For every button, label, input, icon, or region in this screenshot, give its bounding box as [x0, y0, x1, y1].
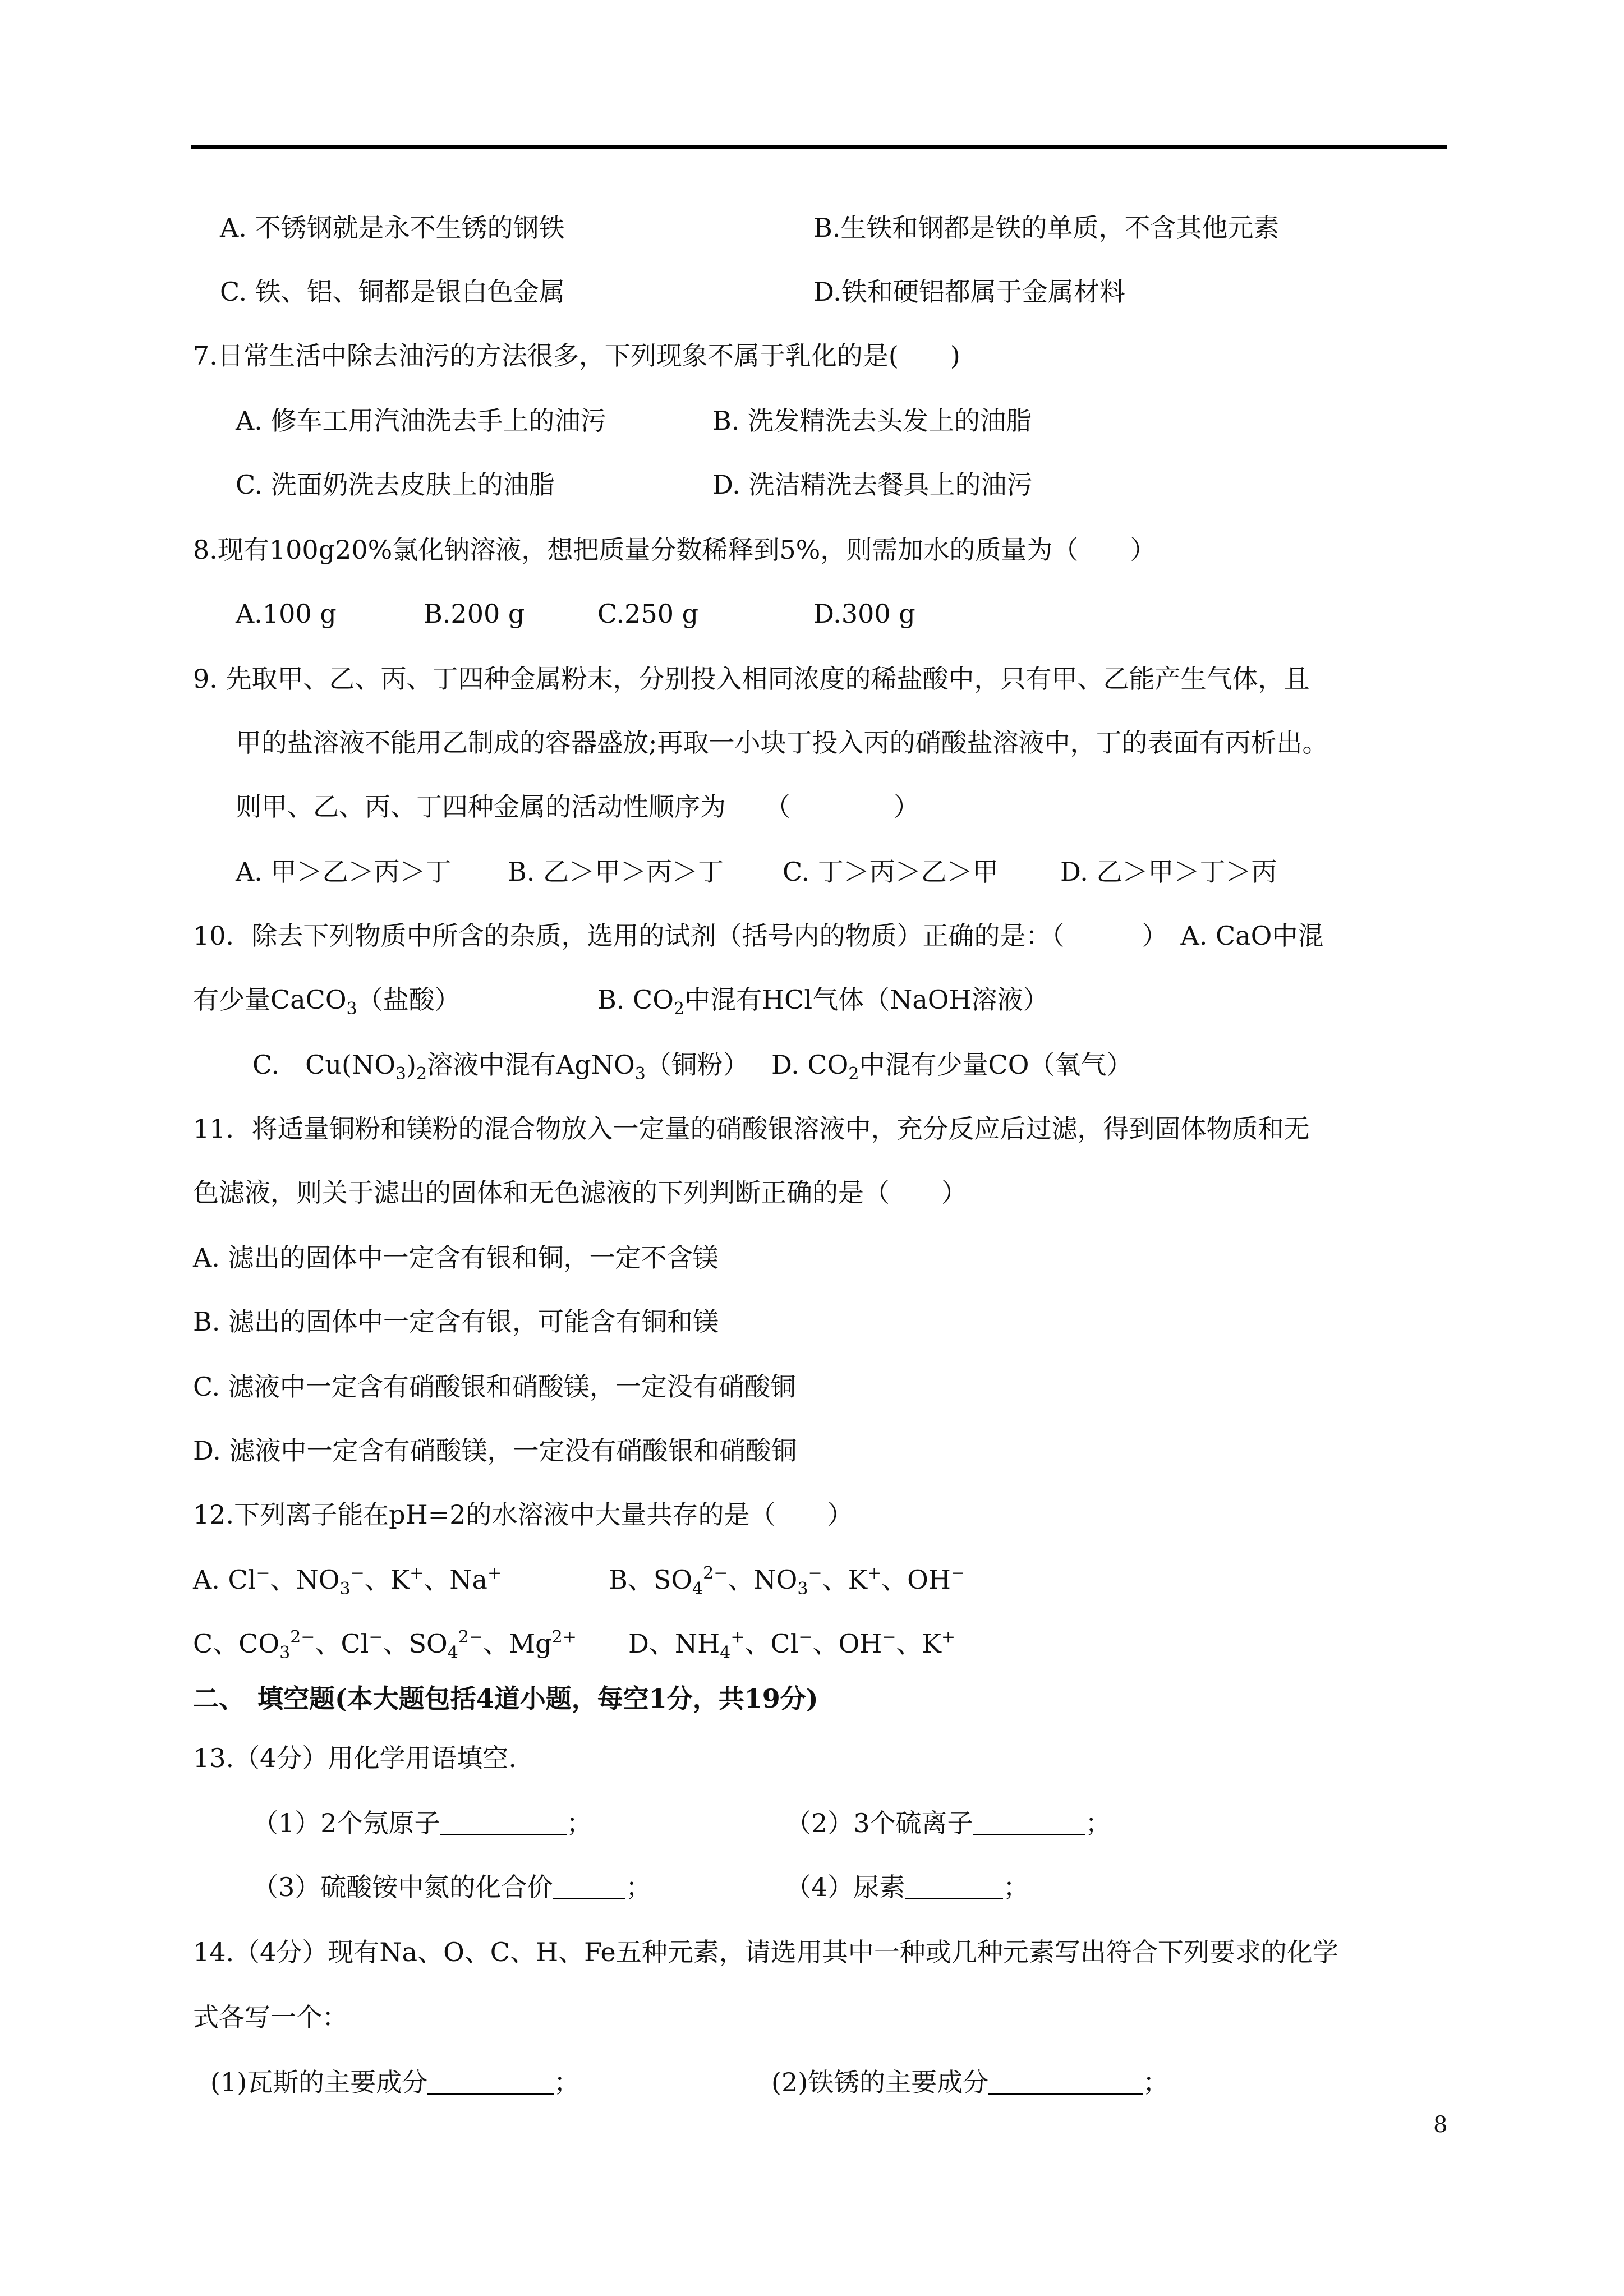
q12-option-a: A. Cl−、$NO_3^-$、K+、Na+: [193, 1563, 502, 1599]
q10-option-c: C. $Cu(NO_3)_2$溶液中混有AgNO$_3$（铜粉）: [252, 1050, 749, 1084]
q12-stem: 12.下列离子能在pH=2的水溶液中大量共存的是（ ）: [193, 1499, 853, 1530]
q7-option-d: D. 洗洁精洗去餐具上的油污: [712, 470, 1033, 500]
header-rule: [191, 145, 1447, 149]
q10-option-b: B. $CO_2$中混有HCl气体（NaOH溶液）: [597, 984, 1049, 1019]
section-2-title: 二、 填空题(本大题包括4道小题，每空1分，共19分): [193, 1683, 818, 1714]
q13-part-2: （2）3个硫离子 ；: [785, 1808, 1111, 1838]
q9-line-2: 甲的盐溶液不能用乙制成的容器盛放;再取一小块丁投入丙的硝酸盐溶液中，丁的表面有丙析出。: [236, 728, 1328, 758]
q6-option-b: B.生铁和钢都是铁的单质，不含其他元素: [813, 213, 1280, 243]
answer-blank[interactable]: [905, 1874, 1003, 1899]
q10-line-1: 10．除去下列物质中所含的杂质，选用的试剂（括号内的物质）正确的是：（ ） A. CaO中混: [193, 921, 1324, 951]
q14-line-2: 式各写一个：: [193, 2002, 348, 2032]
answer-blank[interactable]: [440, 1810, 567, 1835]
q6-option-a: A. 不锈钢就是永不生锈的钢铁: [220, 213, 565, 243]
q8-stem: 8.现有100g20%氯化钠溶液，想把质量分数稀释到5%，则需加水的质量为（ ）: [193, 535, 1156, 565]
q13-part-1: （1）2个氖原子 ；: [252, 1808, 592, 1838]
answer-blank[interactable]: [553, 1874, 625, 1899]
q10-option-a: 有少量CaCO$_3$（盐酸）: [193, 984, 461, 1019]
answer-blank[interactable]: [973, 1810, 1085, 1835]
q7-option-a: A. 修车工用汽油洗去手上的油污: [236, 406, 606, 436]
q9-option-b: B. 乙＞甲＞丙＞丁: [508, 857, 724, 887]
q12-option-c: C、$CO_3^{2-}$、Cl−、$SO_4^{2-}$、$Mg^{2+}$: [193, 1627, 577, 1663]
q6-option-c: C. 铁、铝、铜都是银白色金属: [220, 277, 565, 307]
q6-option-d: D.铁和硬铝都属于金属材料: [813, 277, 1125, 307]
answer-blank[interactable]: [988, 2069, 1143, 2095]
q11-option-b: B. 滤出的固体中一定含有银，可能含有铜和镁: [193, 1306, 719, 1337]
q9-line-3: 则甲、乙、丙、丁四种金属的活动性顺序为 （ ）: [236, 792, 919, 822]
q11-option-c: C. 滤液中一定含有硝酸银和硝酸镁，一定没有硝酸铜: [193, 1372, 796, 1402]
q11-option-d: D. 滤液中一定含有硝酸镁，一定没有硝酸银和硝酸铜: [193, 1435, 797, 1466]
q8-option-c: C.250 g: [597, 599, 699, 629]
q10-option-d: D. $CO_2$中混有少量CO（氧气）: [771, 1050, 1133, 1084]
q7-option-b: B. 洗发精洗去头发上的油脂: [712, 406, 1032, 436]
q13-part-4: （4）尿素 ；: [785, 1872, 1029, 1902]
q7-option-c: C. 洗面奶洗去皮肤上的油脂: [236, 470, 555, 500]
q12-option-b: B、$SO_4^{2-}$、$NO_3^-$、K+、OH−: [609, 1563, 965, 1599]
q8-option-b: B.200 g: [424, 599, 525, 629]
q9-option-c: C. 丁＞丙＞乙＞甲: [783, 857, 999, 887]
q9-option-d: D. 乙＞甲＞丁＞丙: [1060, 857, 1277, 887]
q9-line-1: 9. 先取甲、乙、丙、丁四种金属粉末，分别投入相同浓度的稀盐酸中，只有甲、乙能产生气体，且: [193, 664, 1310, 694]
q9-option-a: A. 甲＞乙＞丙＞丁: [236, 857, 452, 887]
page-number: 8: [1433, 2112, 1448, 2138]
q14-part-1: (1)瓦斯的主要成分 ；: [210, 2067, 580, 2097]
q7-stem: 7.日常生活中除去油污的方法很多，下列现象不属于乳化的是( ): [193, 341, 960, 371]
q14-line-1: 14.（4分）现有Na、O、C、H、Fe五种元素，请选用其中一种或几种元素写出符合下列要求的化学: [193, 1937, 1338, 1967]
q11-option-a: A. 滤出的固体中一定含有银和铜，一定不含镁: [193, 1243, 719, 1273]
q14-part-2: (2)铁锈的主要成分 ；: [771, 2067, 1169, 2097]
q11-line-2: 色滤液，则关于滤出的固体和无色滤液的下列判断正确的是（ ）: [193, 1177, 967, 1208]
q8-option-a: A.100 g: [236, 599, 337, 629]
answer-blank[interactable]: [427, 2069, 554, 2095]
q11-line-1: 11．将适量铜粉和镁粉的混合物放入一定量的硝酸银溶液中，充分反应后过滤，得到固体物质和无: [193, 1114, 1310, 1144]
q12-option-d: D、$NH_4^+$、Cl−、OH−、K+: [628, 1627, 956, 1663]
q13-part-3: （3）硫酸铵中氮的化合价 ；: [252, 1872, 652, 1902]
q13-stem: 13.（4分）用化学用语填空.: [193, 1743, 517, 1773]
q8-option-d: D.300 g: [813, 599, 915, 629]
